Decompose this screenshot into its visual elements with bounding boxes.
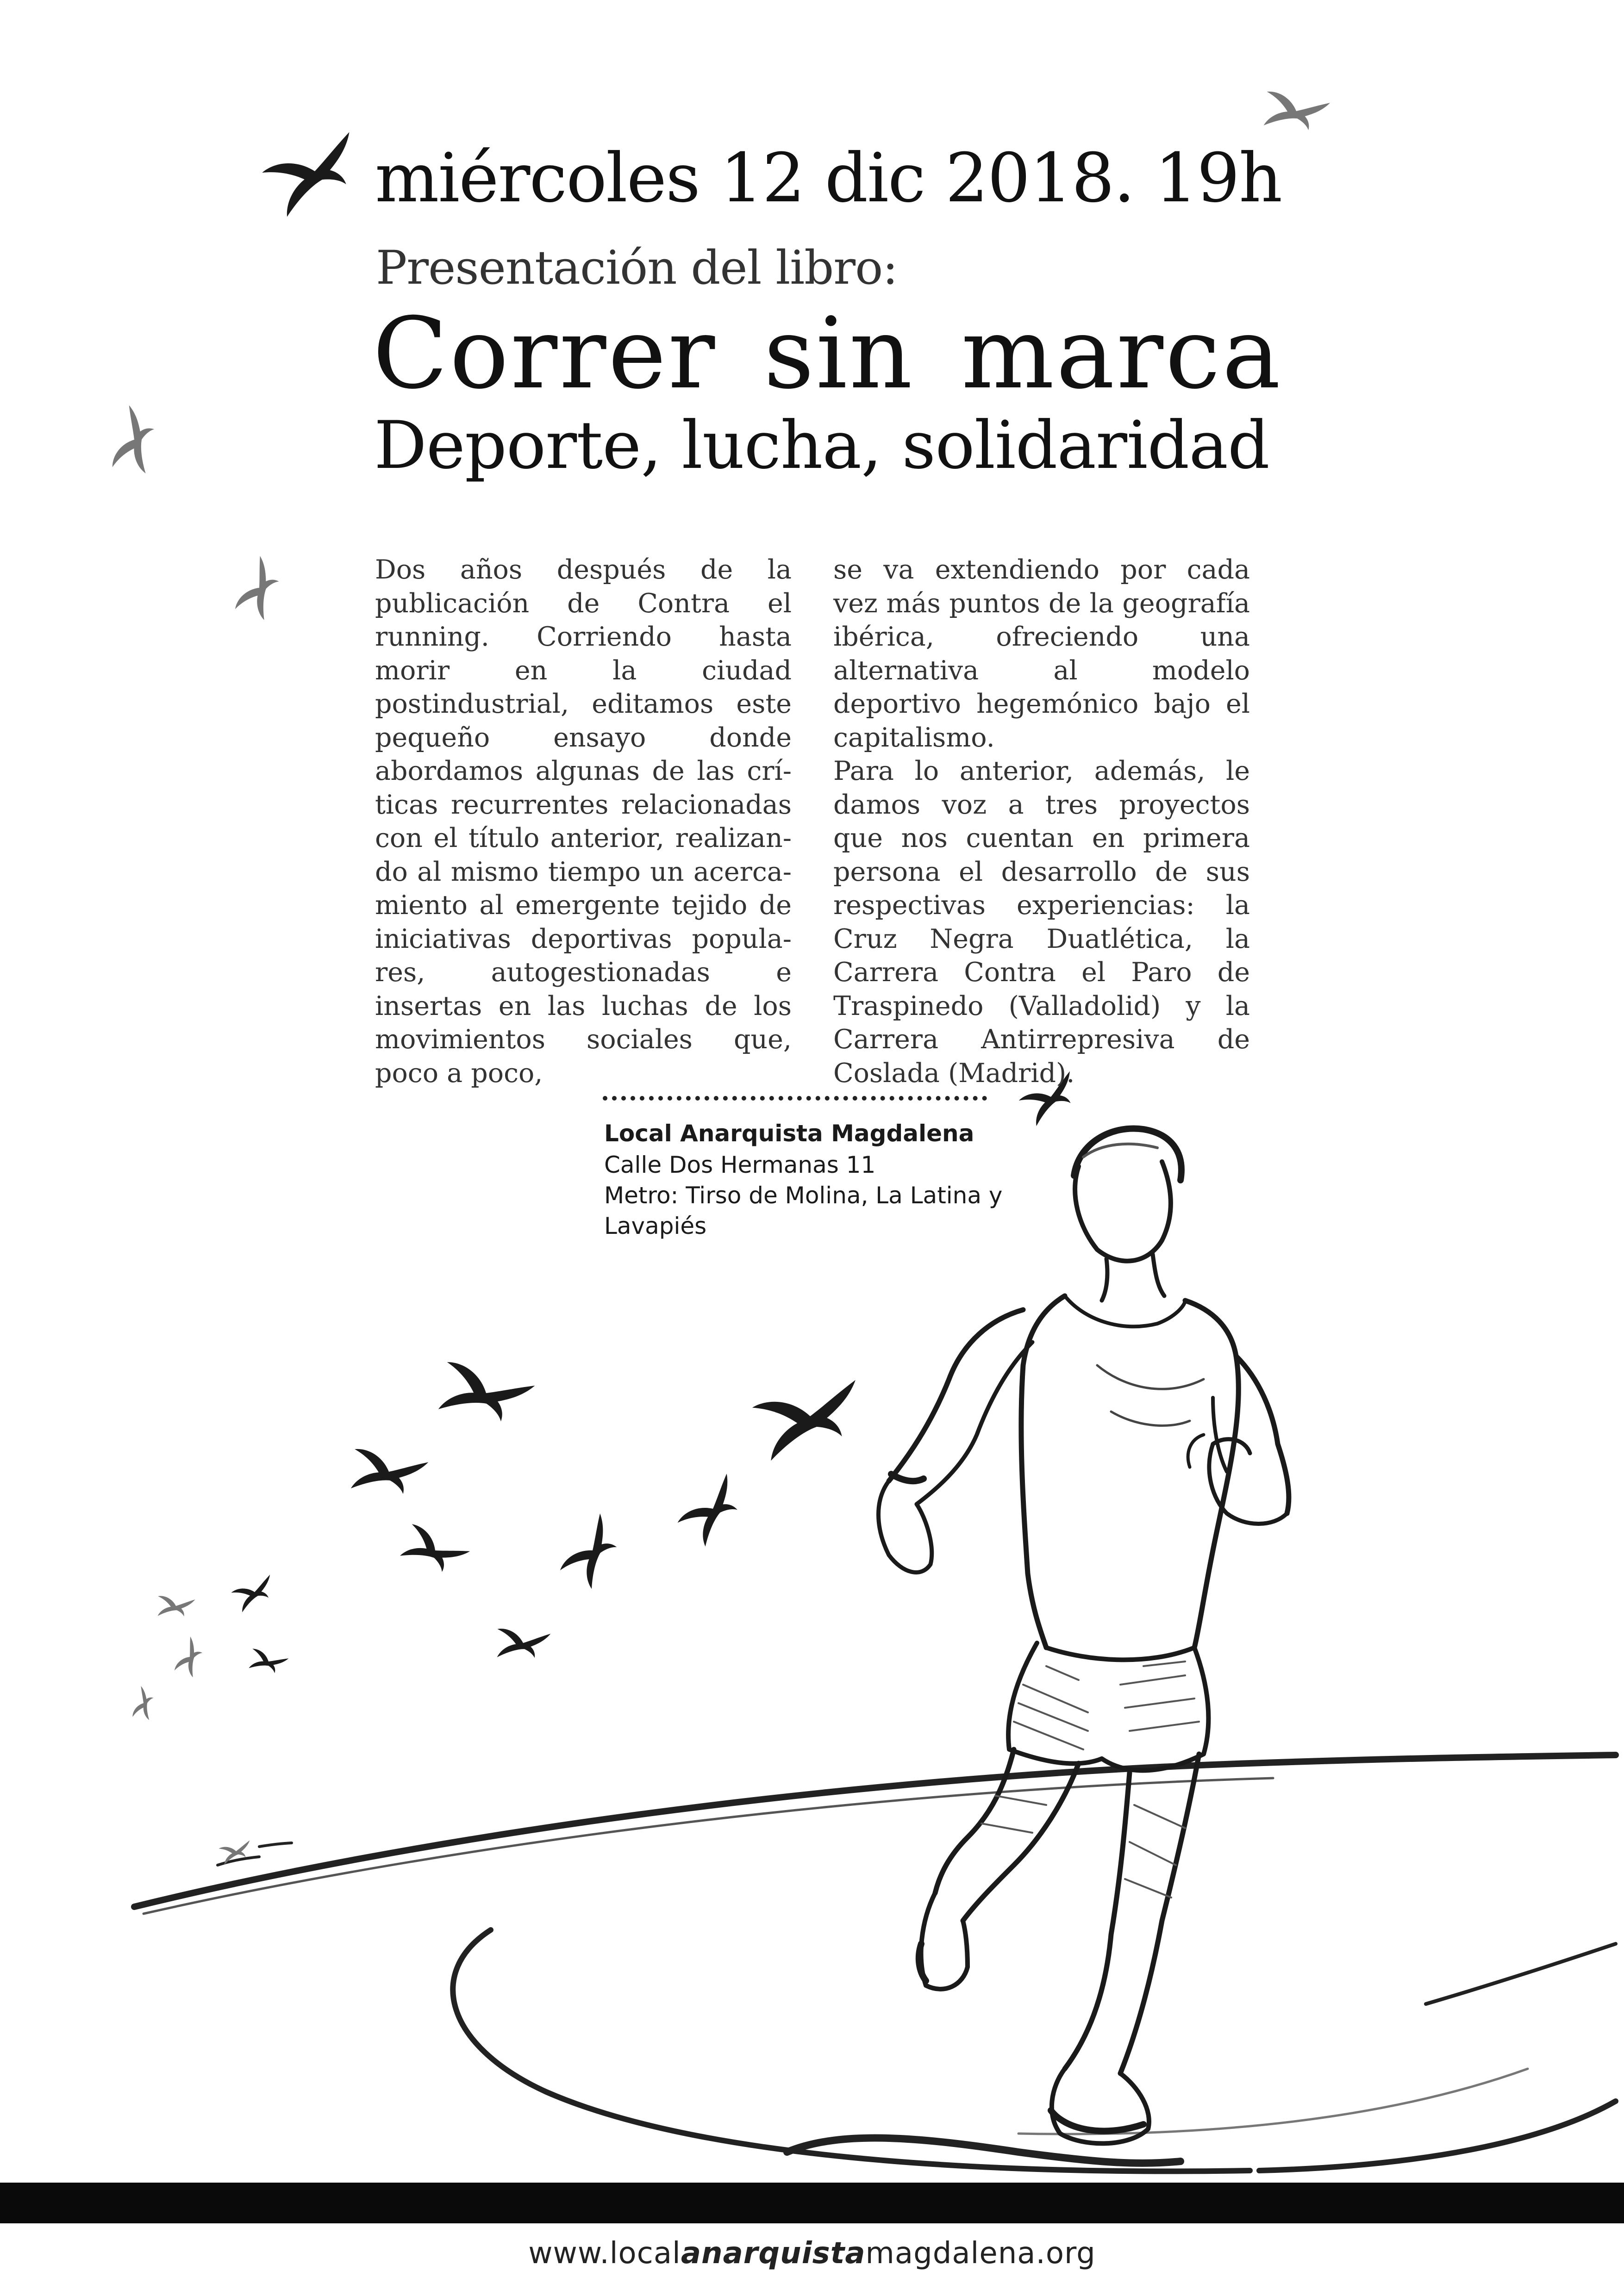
event-date: miércoles 12 dic 2018. 19h xyxy=(375,139,1282,218)
footer-bar xyxy=(0,2183,1624,2223)
body-paragraph: Para lo anterior, además, le damos voz a tres proyectos que nos cuentan en primera persona el desarrollo de sus respectivas experiencias: la Cruz Negra Duatlética, la Carrera Contra el Paro de Traspinedo (Valladolid) y la Carrera Antirrepresiva de Coslada (Madrid). xyxy=(833,756,1250,1089)
venue-street: Calle Dos Hermanas 11 xyxy=(604,1151,876,1178)
url-prefix: www.local xyxy=(528,2236,681,2271)
url-bold: anarquista xyxy=(681,2236,866,2271)
subtitle-label: Presentación del libro: xyxy=(376,241,898,295)
footer-url[interactable] xyxy=(0,2236,1624,2271)
runner-figure xyxy=(787,1128,1289,2163)
url-suffix: magdalena.org xyxy=(865,2236,1096,2271)
body-column-left xyxy=(375,553,792,1090)
dotted-divider xyxy=(603,1096,987,1101)
body-paragraph: se va extendiendo por cada vez más puntos de la geografía ibérica, ofreciendo una alternativa al modelo deportivo hegemónico bajo el capitalismo. xyxy=(833,554,1250,753)
book-title: Correr sin marca xyxy=(373,296,1283,411)
body-paragraph: Dos años después de la publicación de Contra el running. Corriendo hasta morir en la ciudad postindustrial, editamos este pequeño ensayo donde abordamos algunas de las críticas recurrentes relacionadas con el título anterior, realizando al mismo tiempo un acercamiento al emergente tejido de iniciativas deportivas populares, autogestionadas e insertas en las luchas de los movimientos sociales que, poco a poco, xyxy=(375,554,792,1089)
venue-name: Local Anarquista Magdalena xyxy=(604,1120,974,1147)
venue-metro: Metro: Tirso de Molina, La Latina y Lavapiés xyxy=(604,1182,1003,1239)
body-column-right xyxy=(833,553,1250,1090)
track-lines xyxy=(134,1755,1616,2171)
book-subtitle: Deporte, lucha, solidaridad xyxy=(374,407,1269,484)
